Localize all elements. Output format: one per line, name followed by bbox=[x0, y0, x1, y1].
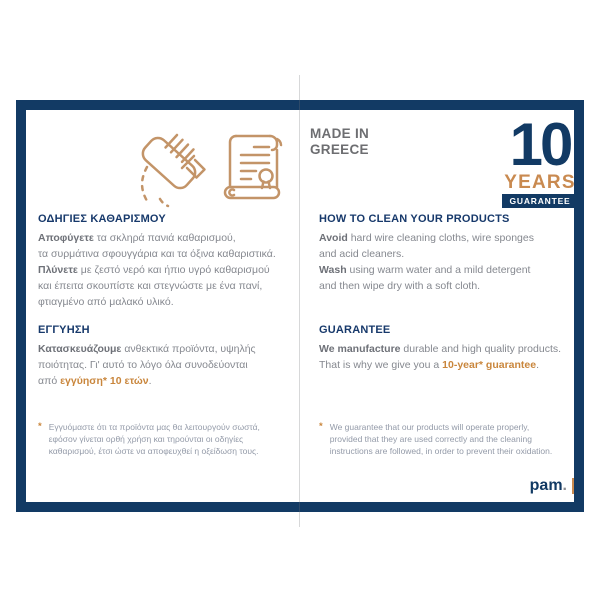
footnote-en bbox=[319, 421, 577, 457]
text-line bbox=[38, 230, 290, 246]
asterisk: * bbox=[319, 421, 323, 432]
text-line bbox=[319, 262, 569, 278]
text-line bbox=[38, 341, 290, 357]
footnote-text-en bbox=[330, 421, 553, 457]
cleaning-heading-el: ΟΔΗΓΙΕΣ ΚΑΘΑΡΙΣΜΟΥ bbox=[38, 213, 166, 225]
text-run: using warm water and a mild detergent bbox=[346, 264, 531, 276]
text-run: από bbox=[38, 375, 61, 387]
text-run: με ζεστό νερό και ήπιο υγρό καθαρισμού bbox=[77, 264, 270, 276]
footnote-line: instructions are followed, in order to prevent their oxidation. bbox=[329, 446, 553, 456]
text-line bbox=[319, 341, 573, 357]
badge-guarantee-label: GUARANTEE bbox=[502, 194, 578, 208]
pam-logo-bar bbox=[572, 478, 574, 494]
made-in-greece-label bbox=[310, 126, 369, 158]
asterisk: * bbox=[38, 421, 42, 432]
badge-number: 10 bbox=[509, 111, 571, 178]
text-line: and acid cleaners. bbox=[319, 248, 405, 260]
text-line: τα συρμάτινα σφουγγάρια και τα όξινα καθαριστικά. bbox=[38, 248, 276, 260]
ten-years-guarantee-badge bbox=[502, 111, 578, 208]
section-guarantee-el bbox=[38, 324, 290, 389]
bold-run: Wash bbox=[319, 264, 347, 276]
badge-years-label: YEARS bbox=[504, 172, 576, 193]
hand-wiping-cloth-icon bbox=[136, 123, 220, 209]
accent-run: εγγύηση* 10 ετών bbox=[60, 375, 149, 387]
cleaning-heading-en: HOW TO CLEAN YOUR PRODUCTS bbox=[319, 213, 510, 225]
text-line bbox=[38, 262, 290, 278]
pam-logo bbox=[530, 477, 574, 495]
footnote-el bbox=[38, 421, 286, 457]
footnote-line: We guarantee that our products will operate properly, bbox=[329, 422, 530, 432]
pam-logo-text: pam bbox=[529, 477, 563, 494]
guarantee-text-en bbox=[319, 341, 573, 373]
text-run: hard wire cleaning cloths, wire sponges bbox=[347, 232, 534, 244]
text-line: φτιαγμένο από μαλακό υλικό. bbox=[38, 296, 174, 308]
certificate-scroll-icon bbox=[221, 126, 285, 208]
section-guarantee-en bbox=[319, 324, 573, 373]
footnote-line: καθαρισμού, έτσι ώστε να αποφευχθεί η οξείδωση τους. bbox=[48, 446, 259, 456]
accent-run: 10-year* guarantee bbox=[442, 359, 537, 371]
text-line bbox=[319, 230, 569, 246]
text-line: και έπειτα σκουπίστε και στεγνώστε με ένα πανί, bbox=[38, 280, 263, 292]
cleaning-text-en bbox=[319, 230, 569, 294]
fold-line bbox=[299, 75, 300, 527]
footnote-line: Εγγυόμαστε ότι τα προϊόντα μας θα λειτουργούν σωστά, bbox=[48, 422, 260, 432]
text-line bbox=[319, 357, 573, 373]
bold-run: Avoid bbox=[319, 232, 348, 244]
text-run: . bbox=[148, 375, 152, 387]
pam-logo-dot: . bbox=[562, 477, 567, 494]
bold-run: Κατασκευάζουμε bbox=[38, 343, 122, 355]
made-in-line2: GREECE bbox=[310, 142, 369, 157]
text-run: ανθεκτικά προϊόντα, υψηλής bbox=[121, 343, 256, 355]
text-line bbox=[38, 373, 290, 389]
bold-run: We manufacture bbox=[319, 343, 401, 355]
text-line: and then wipe dry with a soft cloth. bbox=[319, 280, 481, 292]
bold-run: Πλύνετε bbox=[38, 264, 78, 276]
text-line: ποιότητας. Γι' αυτό το λόγο όλα συνοδεύονται bbox=[38, 359, 248, 371]
made-in-line1: MADE IN bbox=[310, 126, 370, 141]
text-run: τα σκληρά πανιά καθαρισμού, bbox=[93, 232, 236, 244]
text-run: durable and high quality products. bbox=[400, 343, 562, 355]
section-cleaning-el bbox=[38, 213, 290, 310]
text-run: That is why we give you a bbox=[319, 359, 443, 371]
bold-run: Αποφύγετε bbox=[38, 232, 94, 244]
guarantee-heading-en: GUARANTEE bbox=[319, 324, 391, 336]
text-run: . bbox=[536, 359, 540, 371]
footnote-line: εφόσον γίνεται ορθή χρήση και τηρούνται οι οδηγίες bbox=[48, 434, 244, 444]
guarantee-heading-el: ΕΓΓΥΗΣΗ bbox=[38, 324, 90, 336]
footnote-text-el bbox=[49, 421, 260, 457]
cleaning-text-el bbox=[38, 230, 290, 310]
section-cleaning-en bbox=[319, 213, 569, 294]
footnote-line: provided that they are used correctly and the cleaning bbox=[329, 434, 532, 444]
guarantee-text-el bbox=[38, 341, 290, 389]
